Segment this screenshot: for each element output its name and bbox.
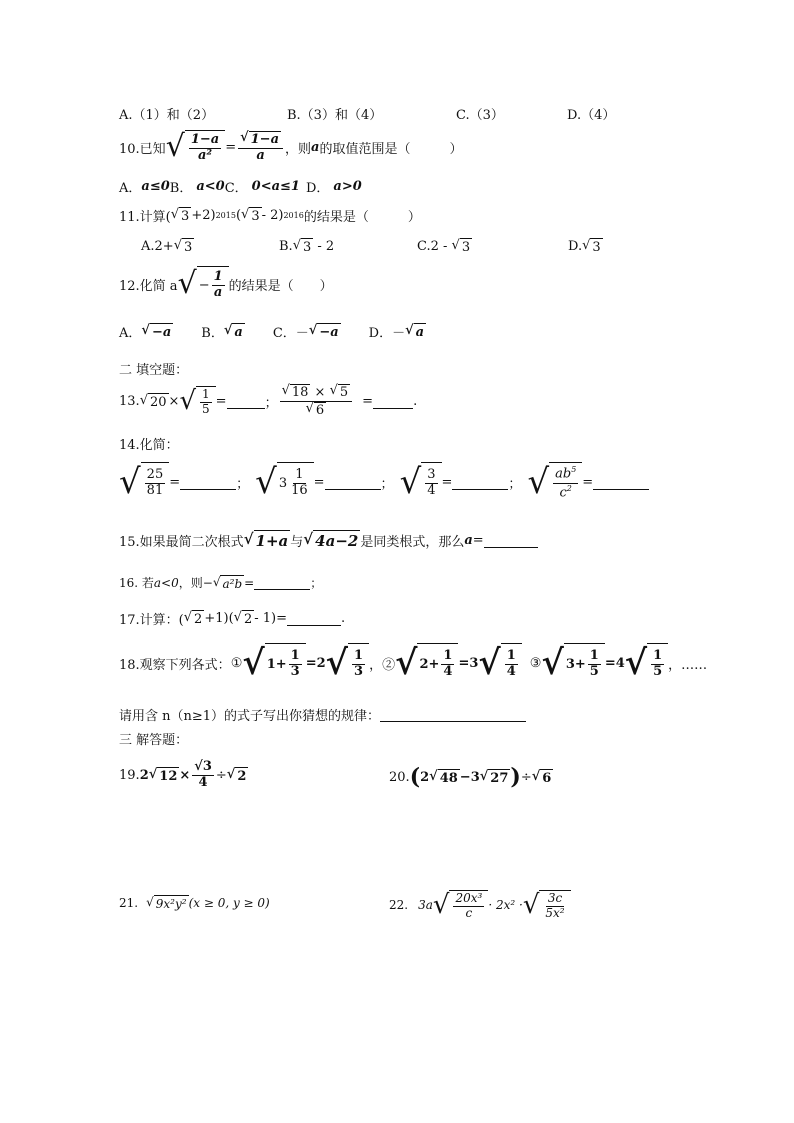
- question-16: 16. 若 a<0 ，则 − √ a²b = ；: [119, 574, 323, 591]
- question-12: 12.化简 a √ − $\frac{1}{a}$ 的结果是（ ）: [119, 266, 333, 301]
- q9-option-a: A.（1）和（2）: [119, 108, 215, 123]
- q9-option-d: D.（4）: [567, 108, 616, 123]
- question-20: 20. ( 2 √ 48 −3 √ 27 ) ÷ √ 6: [389, 764, 552, 790]
- q12-options: A． √ −a B． √ a C．－ √ −a D．－ √ a: [119, 323, 425, 341]
- question-15: 15.如果最简二次根式 √ 1+a 与 √ 4a−2 是同类根式，那么 a =: [119, 530, 538, 550]
- q13-fraction: √ 18 × √ 5 √ 6: [280, 384, 353, 419]
- question-19: 19. 2 √ 12 × $\frac{√3}{4}$ ÷ √ 2: [119, 759, 247, 790]
- q11-option-a: A.2+ √ 3: [141, 238, 193, 255]
- q10-radical-left: √ $\frac{1-a}{\text{a²}}$: [166, 130, 226, 164]
- q10-right-fraction: √ 1−a a: [238, 131, 283, 164]
- question-18-prompt: 请用含 n（n≥1）的式子写出你猜想的规律：: [119, 705, 526, 724]
- q14-title: 14.化简：: [119, 438, 179, 453]
- section-2-heading: 二 填空题：: [119, 363, 189, 378]
- question-13: 13. √ 20 × √ $\frac{1}{5}$ = ； √ 18 × √ 5 √ 6 = .: [119, 383, 418, 418]
- question-21: 21. √ 9x²y² (x ≥ 0, y ≥ 0): [119, 895, 270, 911]
- question-14: √ $\frac{25}{81}$ = ； √ 3 $\frac{1}{16}$ = ； √ $\frac{3}{4}$ = ； √ $\frac{ab^5}{c^2}$ =: [119, 462, 649, 502]
- question-17: 17.计算：( √ 2 +1)( √ 2 - 1)= .: [119, 610, 346, 628]
- q11-option-c: C.2 - √ 3: [417, 238, 471, 255]
- q10-prefix: 10.已知: [119, 141, 166, 157]
- q9-option-b: B.（3）和（4）: [287, 108, 383, 123]
- section-3-heading: 三 解答题：: [119, 733, 189, 748]
- question-11: 11.计算( √ 3 +2) 2015 ( √ 3 - 2) 2016 的结果是（ ）: [119, 207, 421, 225]
- question-10: 10.已知 √ $\frac{1-a}{\text{a²}}$ = √ 1−a a ，则 a 的取值范围是（ ）: [119, 129, 463, 164]
- q9-option-c: C.（3）: [456, 108, 504, 123]
- question-22: 22. 3a √ $\frac{\text{20x³}}{c}$ · 2x² · √ $\frac{3c}{\text{5x²}}$: [389, 890, 571, 921]
- q11-option-d: D. √ 3: [568, 238, 601, 255]
- question-18: 18.观察下列各式： ① √ 1+ $\frac{1}{3}$ =2 √ $\frac{1}{3}$ ，② √ 2+ $\frac{1}{4}$ =3 √ $\frac{1}{4}$ ③ √ 3+ $\frac{1}{5}$ =4 √ $\frac{1}{5}$ ，……: [119, 643, 708, 683]
- q10-options: A． a≤0 B． a<0 C． 0<a≤1 D． a>0: [119, 179, 362, 196]
- q11-option-b: B. √ 3 - 2: [279, 238, 335, 255]
